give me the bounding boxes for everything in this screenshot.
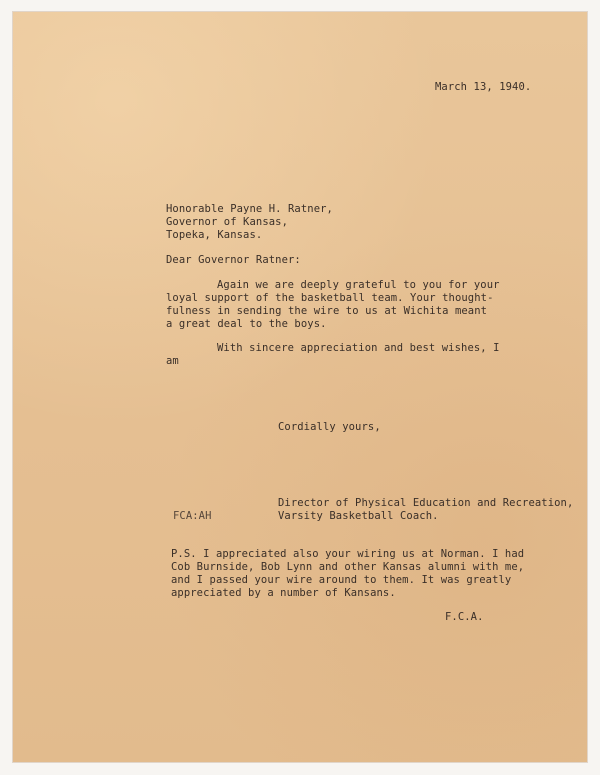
postscript-initials: F.C.A. [445,611,484,623]
body-paragraph-1-line-1: Again we are deeply grateful to you for your [217,279,500,291]
letter-page [13,12,587,762]
signature-title-line-2: Varsity Basketball Coach. [278,510,439,522]
postscript-line-4: appreciated by a number of Kansans. [171,587,396,599]
addressee-line-3: Topeka, Kansas. [166,229,263,241]
signature-title-line-1: Director of Physical Education and Recreation, [278,497,574,509]
postscript-line-2: Cob Burnside, Bob Lynn and other Kansas alumni with me, [171,561,525,573]
body-paragraph-1-line-3: fulness in sending the wire to us at Wichita meant [166,305,488,317]
body-paragraph-2-line-2: am [166,355,179,367]
reference-initials: FCA:AH [173,510,212,522]
closing: Cordially yours, [278,421,381,433]
postscript-line-1: P.S. I appreciated also your wiring us at Norman. I had [171,548,525,560]
postscript-line-3: and I passed your wire around to them. It was greatly [171,574,512,586]
body-paragraph-2-line-1: With sincere appreciation and best wishes, I [217,342,500,354]
letter-date: March 13, 1940. [435,81,532,93]
salutation: Dear Governor Ratner: [166,254,301,266]
body-paragraph-1-line-2: loyal support of the basketball team. Your thought- [166,292,494,304]
body-paragraph-1-line-4: a great deal to the boys. [166,318,327,330]
addressee-line-1: Honorable Payne H. Ratner, [166,203,333,215]
addressee-line-2: Governor of Kansas, [166,216,289,228]
